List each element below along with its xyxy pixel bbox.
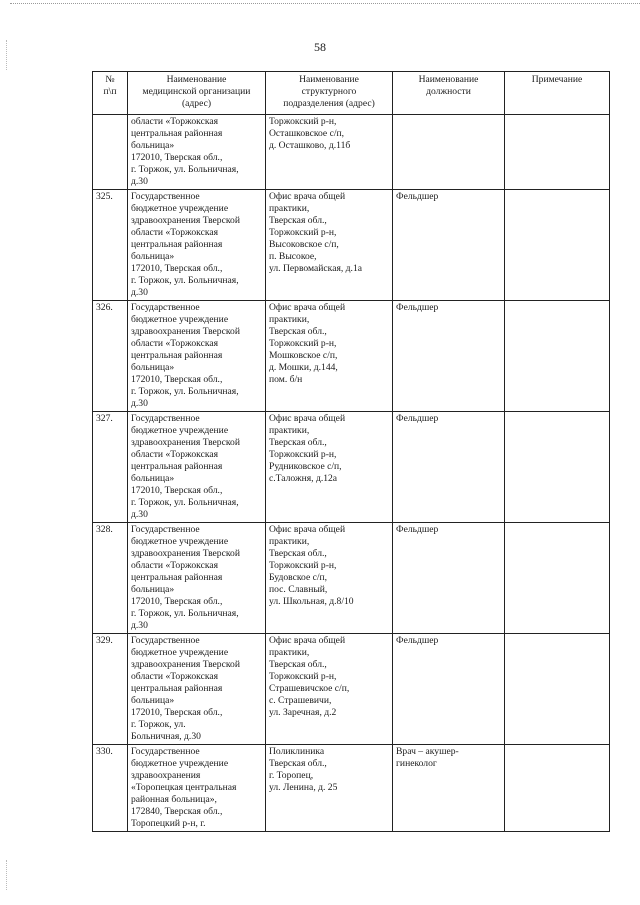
header-number — [93, 72, 128, 115]
text-line: бюджетное учреждение — [131, 647, 229, 658]
text-line: д.30 — [131, 620, 148, 631]
text-line: здравоохранения Тверской — [131, 215, 240, 226]
text-line: с.Таложня, д.12а — [269, 473, 338, 484]
structural-unit-cell — [266, 301, 393, 412]
note-cell — [505, 412, 610, 523]
structural-unit-cell — [266, 190, 393, 301]
text-line: с. Страшевичи, — [269, 695, 332, 706]
position-cell — [393, 412, 505, 523]
text-line: медицинской организации — [142, 86, 251, 97]
document-table-wrapper — [92, 71, 609, 832]
text-line: Торжокский р-н, — [269, 227, 337, 238]
text-line: центральная районная — [131, 572, 223, 583]
text-line: области «Торжокская — [131, 449, 219, 460]
text-line: Наименование — [299, 74, 359, 85]
text-line: «Торопецкая центральная — [131, 782, 237, 793]
text-line: ул. Заречная, д.2 — [269, 707, 337, 718]
header-position — [393, 72, 505, 115]
text-line: 172010, Тверская обл., — [131, 485, 223, 496]
table-row — [93, 634, 610, 745]
header-lines — [508, 74, 606, 86]
text-line: практики, — [269, 203, 310, 214]
text-line: Офис врача общей — [269, 413, 346, 424]
text-line: Высоковское с/п, — [269, 239, 339, 250]
text-line: Государственное — [131, 524, 200, 535]
text-line: д.30 — [131, 176, 148, 187]
text-line: 172840, Тверская обл., — [131, 806, 223, 817]
text-line: Торопецкий р-н, г. — [131, 818, 206, 829]
position-cell — [393, 523, 505, 634]
table-row — [93, 745, 610, 832]
position-cell — [393, 634, 505, 745]
text-line: здравоохранения Тверской — [131, 326, 240, 337]
scan-top-edge — [10, 3, 640, 4]
text-line: центральная районная — [131, 239, 223, 250]
text-line: здравоохранения Тверской — [131, 437, 240, 448]
text-line: (адрес) — [181, 98, 212, 109]
text-line: Тверская обл., — [269, 215, 327, 226]
text-line: Фельдшер — [396, 524, 439, 535]
text-line: Будовское с/п, — [269, 572, 328, 583]
row-number-cell: 327. — [93, 412, 128, 523]
text-line: Офис врача общей — [269, 524, 346, 535]
text-line: бюджетное учреждение — [131, 425, 229, 436]
text-line: Фельдшер — [396, 302, 439, 313]
note-cell — [505, 745, 610, 832]
text-line: Государственное — [131, 191, 200, 202]
text-line: г. Торжок, ул. Больничная, — [131, 164, 239, 175]
text-line: Государственное — [131, 746, 200, 757]
text-line: Больничная, д.30 — [131, 731, 201, 742]
text-line: г. Торжок, ул. Больничная, — [131, 275, 239, 286]
text-line: 172010, Тверская обл., — [131, 374, 223, 385]
text-line: г. Торжок, ул. — [131, 719, 186, 730]
row-number-cell: 330. — [93, 745, 128, 832]
text-line: Государственное — [131, 413, 200, 424]
text-line: Наименование — [166, 74, 227, 85]
text-line: больница» — [131, 695, 175, 706]
positions-table — [92, 71, 610, 832]
text-line: Фельдшер — [396, 635, 439, 646]
text-line: Государственное — [131, 635, 200, 646]
text-line: структурного — [301, 86, 357, 97]
page-number: 58 — [314, 40, 326, 54]
text-line: центральная районная — [131, 128, 223, 139]
organization-cell — [128, 634, 266, 745]
text-line: ул. Первомайская, д.1а — [269, 263, 362, 274]
text-line: Поликлиника — [269, 746, 325, 757]
text-line: практики, — [269, 647, 310, 658]
text-line: больница» — [131, 362, 175, 373]
organization-text — [131, 746, 262, 830]
organization-text — [131, 524, 262, 632]
text-line: центральная районная — [131, 350, 223, 361]
structural-unit-text — [269, 635, 389, 719]
organization-cell — [128, 301, 266, 412]
organization-text — [131, 116, 262, 188]
row-number-cell: 326. — [93, 301, 128, 412]
position-cell — [393, 745, 505, 832]
note-cell — [505, 634, 610, 745]
text-line: области «Торжокская — [131, 116, 219, 127]
position-text — [396, 413, 501, 425]
header-organization — [128, 72, 266, 115]
text-line: 172010, Тверская обл., — [131, 596, 223, 607]
structural-unit-cell — [266, 115, 393, 190]
text-line: г. Торжок, ул. Больничная, — [131, 497, 239, 508]
structural-unit-cell — [266, 745, 393, 832]
row-number-cell: 325. — [93, 190, 128, 301]
text-line: д.30 — [131, 398, 148, 409]
text-line: п\п — [103, 86, 117, 97]
text-line: Государственное — [131, 302, 200, 313]
text-line: д. Мошки, д.144, — [269, 362, 338, 373]
text-line: Фельдшер — [396, 413, 439, 424]
table-row — [93, 523, 610, 634]
text-line: Тверская обл., — [269, 659, 327, 670]
structural-unit-text — [269, 524, 389, 608]
text-line: области «Торжокская — [131, 671, 219, 682]
text-line: Торжокский р-н, — [269, 560, 337, 571]
text-line: должности — [426, 86, 471, 97]
text-line: 172010, Тверская обл., — [131, 152, 223, 163]
position-cell — [393, 301, 505, 412]
text-line: Тверская обл., — [269, 548, 327, 559]
text-line: Торжокский р-н, — [269, 116, 337, 127]
structural-unit-text — [269, 116, 389, 152]
text-line: больница» — [131, 251, 175, 262]
organization-cell — [128, 745, 266, 832]
table-row — [93, 115, 610, 190]
text-line: Рудниковское с/п, — [269, 461, 342, 472]
text-line: области «Торжокская — [131, 227, 219, 238]
organization-cell — [128, 190, 266, 301]
note-cell — [505, 301, 610, 412]
table-header-row — [93, 72, 610, 115]
text-line: д.30 — [131, 509, 148, 520]
text-line: Наименование — [418, 74, 479, 85]
text-line: Тверская обл., — [269, 758, 327, 769]
text-line: Офис врача общей — [269, 302, 346, 313]
text-line: области «Торжокская — [131, 338, 219, 349]
text-line: г. Торжок, ул. Больничная, — [131, 608, 239, 619]
table-row — [93, 301, 610, 412]
text-line: Торжокский р-н, — [269, 449, 337, 460]
text-line: бюджетное учреждение — [131, 314, 229, 325]
note-cell — [505, 190, 610, 301]
text-line: бюджетное учреждение — [131, 203, 229, 214]
text-line: Примечание — [531, 74, 583, 85]
position-text — [396, 524, 501, 536]
text-line: практики, — [269, 314, 310, 325]
text-line: центральная районная — [131, 683, 223, 694]
text-line: 172010, Тверская обл., — [131, 263, 223, 274]
header-lines — [96, 74, 124, 98]
organization-text — [131, 413, 262, 521]
text-line: Врач – акушер- — [396, 746, 459, 757]
row-number-cell: 328. — [93, 523, 128, 634]
text-line: практики, — [269, 536, 310, 547]
organization-text — [131, 302, 262, 410]
structural-unit-text — [269, 746, 389, 794]
structural-unit-cell — [266, 634, 393, 745]
text-line: районная больница», — [131, 794, 217, 805]
structural-unit-text — [269, 302, 389, 386]
text-line: Мошковское с/п, — [269, 350, 338, 361]
organization-cell — [128, 523, 266, 634]
organization-cell — [128, 115, 266, 190]
text-line: бюджетное учреждение — [131, 758, 229, 769]
text-line: Офис врача общей — [269, 635, 346, 646]
position-text — [396, 635, 501, 647]
position-cell — [393, 190, 505, 301]
header-structural-unit — [266, 72, 393, 115]
text-line: п. Высокое, — [269, 251, 317, 262]
text-line: № — [105, 74, 115, 85]
organization-text — [131, 191, 262, 299]
text-line: области «Торжокская — [131, 560, 219, 571]
text-line: гинеколог — [396, 758, 437, 769]
text-line: Осташковское с/п, — [269, 128, 345, 139]
text-line: больница» — [131, 584, 175, 595]
header-note — [505, 72, 610, 115]
text-line: здравоохранения Тверской — [131, 548, 240, 559]
header-lines — [396, 74, 501, 98]
text-line: г. Торжок, ул. Больничная, — [131, 386, 239, 397]
text-line: больница» — [131, 140, 175, 151]
text-line: Торжокский р-н, — [269, 671, 337, 682]
text-line: больница» — [131, 473, 175, 484]
position-text — [396, 191, 501, 203]
text-line: д. Осташково, д.11б — [269, 140, 351, 151]
text-line: Офис врача общей — [269, 191, 346, 202]
structural-unit-cell — [266, 523, 393, 634]
text-line: бюджетное учреждение — [131, 536, 229, 547]
text-line: г. Торопец, — [269, 770, 314, 781]
text-line: д.30 — [131, 287, 148, 298]
row-number-cell — [93, 115, 128, 190]
text-line: 172010, Тверская обл., — [131, 707, 223, 718]
header-lines — [269, 74, 389, 110]
note-cell — [505, 523, 610, 634]
text-line: здравоохранения Тверской — [131, 659, 240, 670]
text-line: Торжокский р-н, — [269, 338, 337, 349]
text-line: здравоохранения — [131, 770, 201, 781]
table-row — [93, 412, 610, 523]
structural-unit-text — [269, 191, 389, 275]
text-line: центральная районная — [131, 461, 223, 472]
header-lines — [131, 74, 262, 110]
text-line: ул. Ленина, д. 25 — [269, 782, 338, 793]
text-line: подразделения (адрес) — [283, 98, 375, 109]
scan-margin-mark — [6, 860, 8, 890]
position-cell — [393, 115, 505, 190]
table-row — [93, 190, 610, 301]
organization-cell — [128, 412, 266, 523]
text-line: пом. б/н — [269, 374, 303, 385]
text-line: пос. Славный, — [269, 584, 328, 595]
row-number-cell: 329. — [93, 634, 128, 745]
position-text — [396, 746, 501, 770]
text-line: Тверская обл., — [269, 437, 327, 448]
structural-unit-text — [269, 413, 389, 485]
text-line: Тверская обл., — [269, 326, 327, 337]
note-cell — [505, 115, 610, 190]
organization-text — [131, 635, 262, 743]
text-line: Фельдшер — [396, 191, 439, 202]
text-line: ул. Школьная, д.8/10 — [269, 596, 354, 607]
text-line: практики, — [269, 425, 310, 436]
text-line: Страшевичское с/п, — [269, 683, 350, 694]
structural-unit-cell — [266, 412, 393, 523]
position-text — [396, 302, 501, 314]
